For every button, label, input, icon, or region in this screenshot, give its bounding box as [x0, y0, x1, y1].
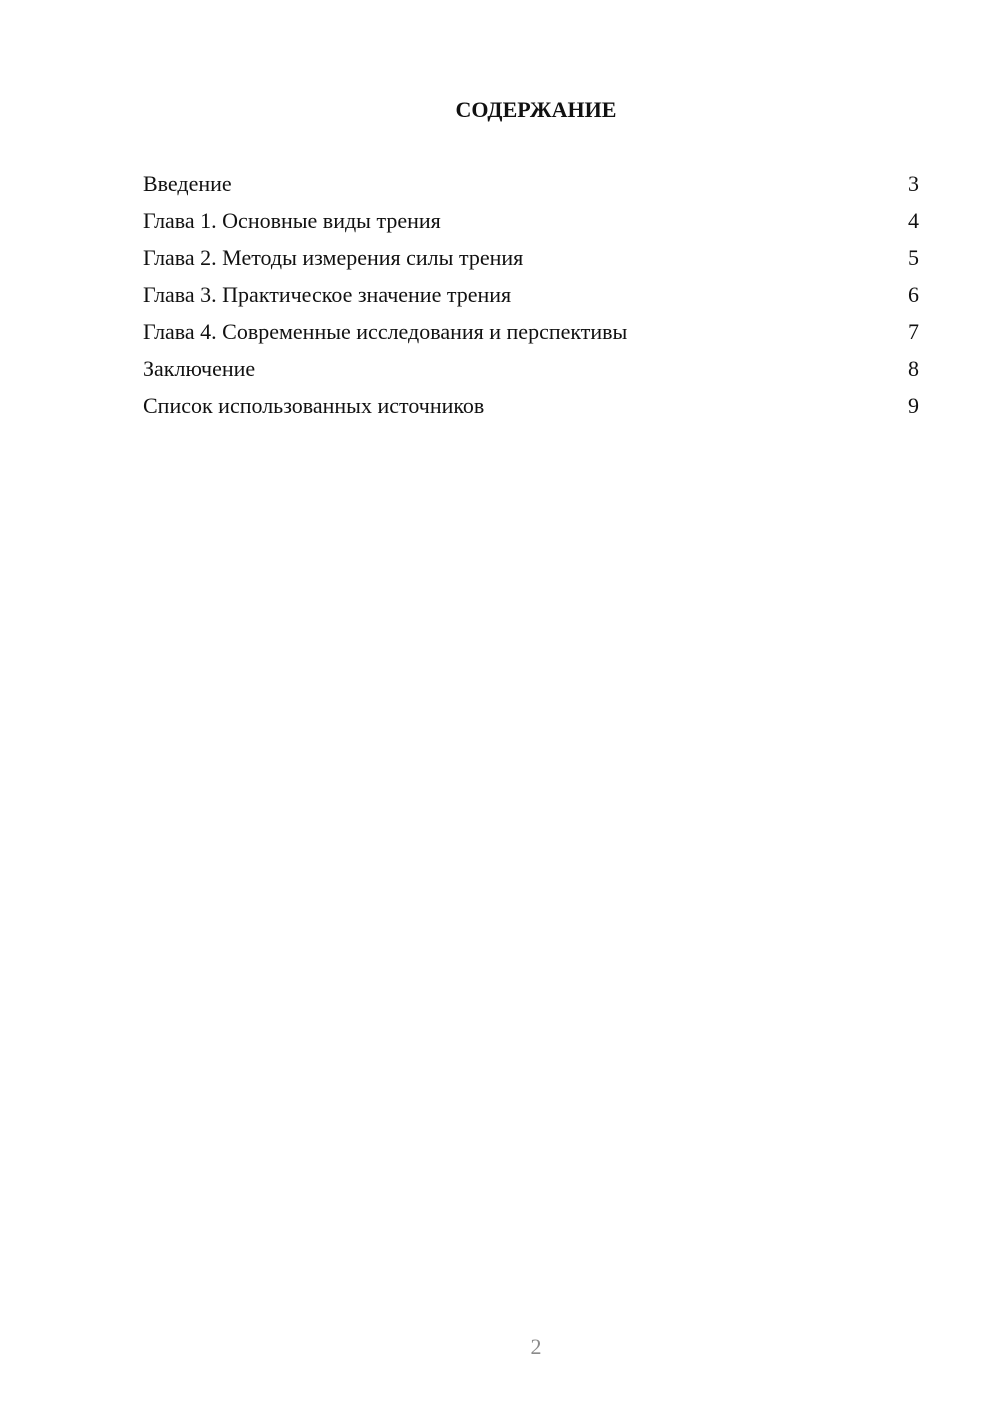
- page-number: 2: [530, 1334, 542, 1359]
- toc-entry-label: Глава 2. Методы измерения силы трения: [143, 245, 524, 270]
- toc-entry-label: Список использованных источников: [143, 393, 485, 418]
- toc-entry-page: 3: [908, 171, 919, 196]
- toc-entry-label: Глава 4. Современные исследования и перспективы: [143, 319, 628, 344]
- toc-entry-label: Глава 3. Практическое значение трения: [143, 282, 512, 307]
- toc-entry-introduction: [143, 170, 919, 207]
- toc-heading-container: [286, 96, 786, 124]
- toc-entry-chapter-2: [143, 244, 919, 281]
- toc-entry-page: 9: [908, 393, 919, 418]
- toc-entry-chapter-3: [143, 281, 919, 318]
- toc-entry-page: 7: [908, 319, 919, 344]
- toc-entry-conclusion: [143, 355, 919, 392]
- toc-entry-references: [143, 392, 919, 429]
- toc-entry-label: Глава 1. Основные виды трения: [143, 208, 441, 233]
- table-of-contents: [143, 170, 919, 429]
- toc-heading: СОДЕРЖАНИЕ: [455, 97, 617, 122]
- toc-entry-label: Заключение: [143, 356, 256, 381]
- toc-entry-chapter-1: [143, 207, 919, 244]
- toc-entry-chapter-4: [143, 318, 919, 355]
- toc-entry-page: 4: [908, 208, 919, 233]
- toc-entry-label: Введение: [143, 171, 232, 196]
- toc-entry-page: 8: [908, 356, 919, 381]
- toc-entry-page: 5: [908, 245, 919, 270]
- toc-entry-page: 6: [908, 282, 919, 307]
